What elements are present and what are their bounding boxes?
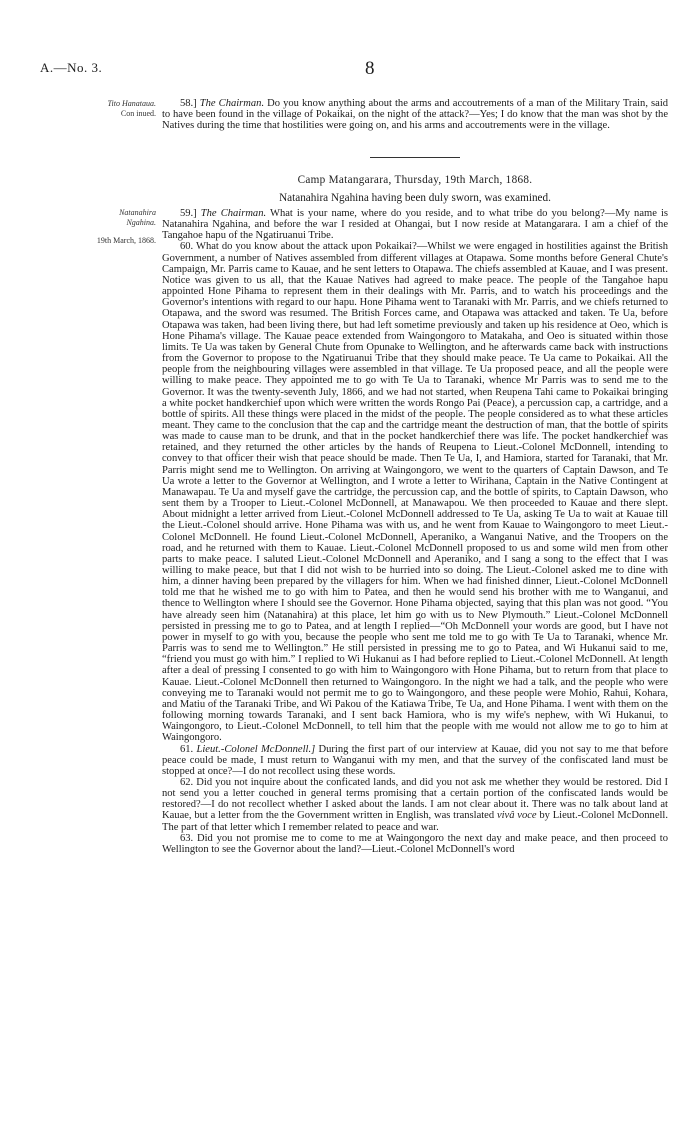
section-divider <box>370 157 460 158</box>
paragraph-text: 62. Did you not inquire about the conficated lands, and did you not ask me whether they would be restored. Did I not send you a letter couched in general terms promising that a certain portion of the confiscated lands would be restored?—I do not recollect whether I asked about the lands. I am not clear about it. There was no talk about land at Kauae, but a letter from the the Government written in English, was translated <box>162 776 668 822</box>
margin-witness-name: Natanahira Ngahina. <box>119 208 156 227</box>
paragraph-59 <box>162 208 668 241</box>
question-number: 61. <box>180 743 194 755</box>
paragraph-62 <box>162 777 668 833</box>
paragraph-61 <box>162 744 668 777</box>
question-number: 58.] <box>180 98 197 109</box>
paragraph-text: What is your name, where do you reside, and to what tribe do you belong?—My name is Natanahira Ngahina, and before the war I resided at Ohangai, but I now reside at Matangarara. I am a chief of the Tangahoe hapu of the Ngatiruanui Tribe. <box>162 208 669 242</box>
paragraph-58 <box>162 98 668 131</box>
section-heading: Camp Matangarara, Thursday, 19th March, 1868. <box>297 174 533 186</box>
latin-phrase: vivâ voce <box>496 810 537 822</box>
margin-note-witness-2 <box>96 208 156 246</box>
paragraph-63: 63. Did you not promise me to come to me at Waingongoro the next day and make peace, and then proceed to Wellington to see the Governor about the land?—Lieut.-Colonel McDonnell's word <box>162 832 668 855</box>
margin-witness-name: Tito Hanataua. <box>107 99 156 108</box>
speaker: The Chairman. <box>199 98 265 109</box>
testimony-body <box>162 208 668 855</box>
document-reference: A.—No. 3. <box>40 60 103 75</box>
question-number: 59.] <box>180 208 197 219</box>
paragraph-text: During the first part of our interview at Kauae, did you not say to me that before peace could be made, I must return to Wanganui with my men, and that the survey of the confiscated land must be stopped at once?—I do not recollect using these words. <box>162 743 669 777</box>
margin-note-witness-1 <box>96 99 156 119</box>
margin-date: 19th March, 1868. <box>96 236 156 245</box>
paragraph-60: 60. What do you know about the attack upon Pokaikai?—Whilst we were engaged in hostilities against the British Government, a number of Natives assembled from different villages at Otapawa. Some months before General Chute's Campaign, Mr. Parris came to Kauae, and he sent letters to Otapawa. The chiefs assembled at Kauae, and I was present. Notice was given to us all, that the Kauae Natives had agreed to make peace. The people of the Tangahoe hapu appointed Hone Pihama to represent them in their dealings with Mr. Parris, and to watch his proceedings and the Governor's intentions with regard to our hapu. Hone Pihama went to Taranaki with Mr. Parris, and we chiefs returned to Otapawa, and the sword was resumed. The British Forces came, and Otapawa was attacked and taken. Te Ua, before Otapawa was taken, had been living there, but had left sometime previously and taken up his residence at Oeo, which is Hone Pihama's village. The Kauae peace extended from Waingongoro to Matakaha, and Oeo is situated within those limits. Te Ua was taken by General Chute from Opunake to Wellington, and he afterwards came back with instructions from the Governor to propose to the Ngatiruanui Tribe that they should make peace. Te Ua came to Pokaikai. All the people from the neighbouring villages were assembled in that village. Te Ua proposed peace, and all the people were willing to make peace. They appointed me to go with Te Ua to Taranaki, whence Mr Parris was to send me to the Governor. It was the twenty-seventh July, 1866, and we had not started, when Reupena Tahi came to Pokaikai bringing a white pocket handkerchief upon which were written the words Rongo Pai (Peace), a percussion cap, a cartridge, and a bottle of spirits. All these things were placed in the midst of the people. The people considered as to what these articles meant. They came to the conclusion that the cap and the cartridge meant the destruction of man, that the bottle of spirits was made to cause man to be drunk, and that in the pocket handkerchief there was life. The pocket handkerchief was retained, and they returned the other articles by the hands of Reupena to Lieut.-Colonel McDonnell, intending to convey to that officer their wish that peace should be made. Then Te Ua, I, and Hamiora, started for Taranaki, that Mr. Parris might send me to Wellington. On arriving at Waingongoro, we went to the quarters of Captain Dawson, and Te Ua wrote a letter to the Governor at Wellington, and I wrote a letter to Wirihana, Captain in the Native Contingent at Manawapau. Te Ua and myself gave the cartridge, the percussion cap, and the bottle of spirits, to Captain Dawson, who sent them by a Trooper to Lieut.-Colonel McDonnell, at Manawapou. We then proceeded to Kauae and there slept. About midnight a letter arrived from Lieut.-Colonel McDonnell addressed to Te Ua, asking Te Ua to wait at Kauae till the Lieut.-Colonel should arrive. Hone Pihama was with us, and he went from Kauae to Waingongoro to meet Lieut.-Colonel McDonnell. He found Lieut.-Colonel McDonnell, Aperaniko, a Wanganui Native, and the Troopers on the road, and he returned with them to Kauae. Lieut.-Colonel McDonnell proposed to us and some wild men from other parts to make peace. I saluted Lieut.-Colonel McDonnell and Aperaniko, and I sang a song to the effect that I was willing to make peace, but that I did not wish to be hurried into so doing. The Lieut.-Colonel asked me to dine with him, a dinner having been prepared by the villagers for him. When we had finished dinner, Lieut.-Colonel McDonnell told me that he wished me to go with him to Patea, and then he would send his brother with me to Wanganui, and thence to Wellington where I should see the Governor. Hone Pihama objected, saying that this plan was not good. “You have already seen him (Natanahira) at this place, let him go with us to New Plymouth.” Lieut.-Colonel McDonnell persisted in pressing me to go to Patea, and at length I replied—“Oh McDonnell your words are good, but I have not power in myself to go with you, because the people who sent me told me to go with Te Ua to Taranaki, whence Mr. Parris was to send me to Wellington.” He still persisted in pressing me to go to Patea, and Wi Hukanui said to me, “friend you must go with him.” I replied to Wi Hukanui as I had before replied to Lieut.-Colonel McDonnell. At length after a deal of pressing I consented to go with him to Waingongoro with Hone Pihama, but to return from that place to Kauae. Lieut.-Colonel McDonnell then returned to Waingongoro. In the night we had a talk, and the people who were conveying me to Taranaki would not permit me to go to Waingongoro, and these people were Mohio, Rahui, Kohara, and Matiu of the Taranaki Tribe, and Wi Pakou of the Katiawa Tribe, Te Ua, and Hone Pihama. I went with them on the following morning towards Taranaki, and I sent back Hamiora, who is my wife's nephew, with Wi Hukanui, to Waingongoro, to Lieut.-Colonel McDonnell, to tell him that the people with me would not allow me to go to him at Waingongoro. <box>162 241 668 744</box>
margin-continued: Con inued. <box>120 109 156 118</box>
speaker: Lieut.-Colonel McDonnell.] <box>196 743 316 755</box>
page-number: 8 <box>365 58 375 79</box>
paragraph-text: Do you know anything about the arms and accoutrements of a man of the Military Train, said to have been found in the village of Pokaikai, on the night of the attack?—Yes; I do know that the man was shot by the Natives during the time that hostilities were going on, and his arms and accoutrements were in the village. <box>162 98 669 132</box>
section-subheading: Natanahira Ngahina having been duly sworn, was examined. <box>279 192 551 204</box>
speaker: The Chairman. <box>200 208 267 219</box>
paragraph-text: by Lieut.-Colonel McDonnell. The part of that letter which I remember related to peace and war. <box>162 810 668 833</box>
